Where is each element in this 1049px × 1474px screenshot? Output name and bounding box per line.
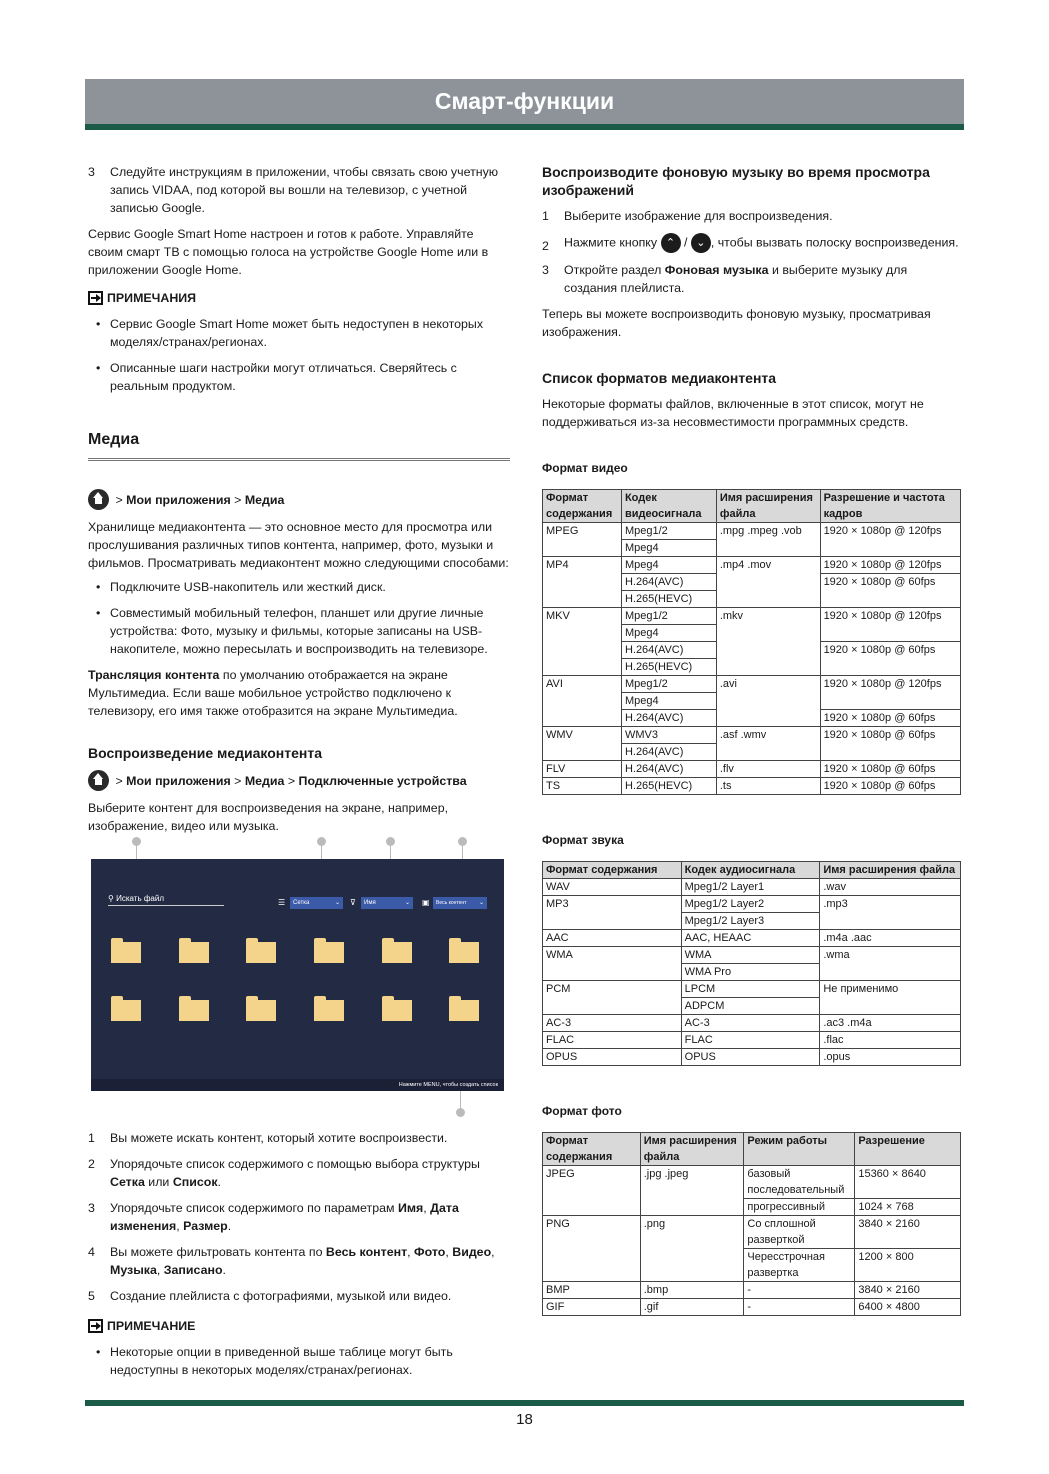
step-text: Создание плейлиста с фотографиями, музыкой или видео. [110, 1289, 452, 1303]
paragraph: Хранилище медиаконтента — это основное место для просмотра или прослушивания различных типов контента, например, фото, музыки и фильмов. Просматривать медиаконтент можно следующими способами: [88, 520, 509, 570]
audio-format-table [542, 861, 961, 1066]
table-cell: .png [640, 1216, 744, 1282]
list-icon: ☰ [278, 898, 286, 907]
down-arrow-icon: ⌄ [691, 233, 711, 253]
list-item [542, 207, 962, 225]
table-row [543, 1049, 961, 1066]
table-cell: WAV [543, 879, 682, 896]
image-icon: ▣ [422, 898, 430, 907]
table-row [543, 608, 961, 625]
list-item [88, 1199, 510, 1235]
bullet-icon: • [96, 580, 101, 594]
folder-icon[interactable] [179, 942, 209, 963]
table-cell: H.264(AVC) [621, 744, 716, 761]
paragraph: Теперь вы можете воспроизводить фоновую музыку, просматривая изображения. [542, 307, 931, 339]
table-cell: Чересстрочная развертка [744, 1249, 855, 1282]
note-text: Некоторые опции в приведенной выше таблице могут быть недоступны в некоторых моделях/странах/регионах. [110, 1345, 453, 1377]
page-number: 18 [516, 1411, 533, 1428]
table-cell: .ts [716, 778, 820, 795]
table-cell: .mp3 [820, 896, 961, 930]
table-row [543, 727, 961, 744]
filter-icon: ⊽ [350, 898, 356, 907]
note-heading [88, 1317, 510, 1335]
bullet-icon: • [96, 361, 101, 375]
hint-text: Нажмите MENU, чтобы создать список [398, 1082, 498, 1088]
table-header: Кодек видеосигнала [621, 490, 716, 523]
list-text: Подключите USB-накопитель или жесткий диск. [110, 580, 386, 594]
table-cell: 3840 × 2160 [855, 1216, 961, 1249]
bold-text: Весь контент [325, 1245, 408, 1259]
table-cell: 1920 × 1080p @ 120fps [820, 523, 960, 557]
step-number: 3 [88, 165, 95, 179]
table-cell: .jpg .jpeg [640, 1166, 744, 1216]
note-text: Сервис Google Smart Home может быть недоступен в некоторых моделях/странах/регионах. [110, 317, 484, 349]
table-cell: .avi [716, 676, 820, 727]
table-row [543, 1032, 961, 1049]
audio-format-title: Формат звука [542, 833, 624, 847]
table-cell: 3840 × 2160 [855, 1282, 961, 1299]
bold-text: Список [172, 1175, 218, 1189]
table-row [543, 761, 961, 778]
breadcrumb-separator: > [230, 773, 245, 788]
table-cell: JPEG [543, 1166, 641, 1216]
table-cell: AC-3 [543, 1015, 682, 1032]
table-cell: Mpeg4 [621, 625, 716, 642]
search-placeholder: Искать файл [116, 894, 165, 903]
step-number: 1 [88, 1131, 95, 1145]
folder-icon[interactable] [314, 1000, 344, 1021]
table-cell: ADPCM [681, 998, 820, 1015]
chevron-down-icon: ⌄ [478, 900, 484, 906]
table-cell: PCM [543, 981, 682, 1015]
callout-dot [132, 837, 141, 846]
list-item [88, 578, 510, 596]
breadcrumb-apps: Мои приложения [126, 492, 231, 507]
table-cell: 1920 × 1080p @ 60fps [820, 761, 960, 778]
folder-icon[interactable] [382, 1000, 412, 1021]
right-column [542, 163, 962, 1316]
table-cell: Со сплошной разверткой [744, 1216, 855, 1249]
step-number: 2 [88, 1157, 95, 1171]
table-cell: H.265(HEVC) [621, 659, 716, 676]
paragraph: Выберите контент для воспроизведения на экране, например, изображение, видео или музыка. [88, 801, 449, 833]
table-cell: .gif [640, 1299, 744, 1316]
layout-select[interactable] [290, 897, 343, 909]
table-row [543, 981, 961, 998]
home-icon [88, 770, 109, 791]
up-arrow-icon: ⌃ [661, 233, 681, 253]
step-text: Откройте раздел [564, 263, 665, 277]
list-item [88, 1343, 510, 1379]
table-cell: прогрессивный [744, 1199, 855, 1216]
content-filter-value: Весь контент [436, 900, 467, 906]
sort-value: Имя [364, 900, 376, 906]
breadcrumb [88, 489, 510, 510]
table-cell: MPEG [543, 523, 622, 557]
video-format-title: Формат видео [542, 461, 628, 475]
table-cell: 1024 × 768 [855, 1199, 961, 1216]
note-text: Описанные шаги настройки могут отличаться. Сверяйтесь с реальным продуктом. [110, 361, 457, 393]
table-cell: Mpeg1/2 Layer3 [681, 913, 820, 930]
callout-dot [458, 837, 467, 846]
hint-bar [91, 1079, 504, 1091]
table-header: Имя расширения файла [820, 862, 961, 879]
table-cell: .opus [820, 1049, 961, 1066]
table-cell: WMA Pro [681, 964, 820, 981]
table-cell: AC-3 [681, 1015, 820, 1032]
table-cell: MP4 [543, 557, 622, 608]
section-title-playback: Воспроизведение медиаконтента [88, 745, 323, 761]
table-cell: 1920 × 1080p @ 120fps [820, 557, 960, 574]
table-cell: MP3 [543, 896, 682, 930]
folder-icon[interactable] [111, 1000, 141, 1021]
content-filter-select[interactable] [433, 897, 487, 909]
step-text: , [491, 1245, 495, 1259]
list-item [88, 1243, 510, 1279]
bold-text: Видео [452, 1245, 492, 1259]
breadcrumb-media: Медиа [244, 773, 285, 788]
table-cell: .flac [820, 1032, 961, 1049]
bold-text: Дата изменения [110, 1201, 459, 1233]
table-header: Формат содержания [543, 490, 622, 523]
step-text: , [156, 1263, 164, 1277]
table-header: Разрешение и частота кадров [820, 490, 960, 523]
table-cell: OPUS [681, 1049, 820, 1066]
table-cell: 1920 × 1080p @ 120fps [820, 608, 960, 642]
table-cell: FLV [543, 761, 622, 778]
list-item [88, 359, 510, 395]
table-cell: Mpeg1/2 Layer2 [681, 896, 820, 913]
chevron-down-icon: ⌄ [404, 900, 410, 906]
table-row [543, 879, 961, 896]
table-cell: - [744, 1299, 855, 1316]
table-row [543, 523, 961, 540]
step-number: 3 [88, 1201, 95, 1215]
bullet-icon: • [96, 606, 101, 620]
table-row [543, 1282, 961, 1299]
table-row [543, 1299, 961, 1316]
table-cell: FLAC [681, 1032, 820, 1049]
table-cell: .mpg .mpeg .vob [716, 523, 820, 557]
step-text: Упорядочьте список содержимого с помощью выбора структуры [110, 1157, 480, 1171]
bullet-icon: • [96, 317, 101, 331]
list-item [88, 315, 510, 351]
folder-icon[interactable] [314, 942, 344, 963]
section-title-formats: Список форматов медиаконтента [542, 370, 777, 386]
layout-value: Сетка [293, 900, 310, 906]
table-header: Имя расширения файла [640, 1133, 744, 1166]
table-cell: AAC [543, 930, 682, 947]
breadcrumb-separator: > [284, 773, 299, 788]
photo-format-title: Формат фото [542, 1104, 622, 1118]
page-header [85, 79, 964, 124]
header-underline [85, 124, 964, 130]
table-cell: Mpeg1/2 Layer1 [681, 879, 820, 896]
table-cell: .wma [820, 947, 961, 981]
list-item [88, 163, 510, 217]
list-item [88, 1287, 510, 1305]
table-cell: Не применимо [820, 981, 961, 1015]
paragraph-text: по умолчанию отображается на экране Мультимедиа. Если ваше мобильное устройство подключено к телевизору, его имя также отобразится на экране Мультимедиа. [88, 668, 458, 718]
bold-text: Фоновая музыка [664, 263, 769, 277]
table-cell: FLAC [543, 1032, 682, 1049]
video-format-table [542, 489, 961, 795]
table-cell: Mpeg1/2 [621, 608, 716, 625]
folder-icon[interactable] [179, 1000, 209, 1021]
table-cell: Mpeg1/2 [621, 676, 716, 693]
breadcrumb-separator: > [230, 492, 245, 507]
table-cell: PNG [543, 1216, 641, 1282]
table-cell: 1920 × 1080p @ 120fps [820, 676, 960, 710]
table-header: Формат содержания [543, 862, 682, 879]
bold-text: Размер [183, 1219, 228, 1233]
table-cell: Mpeg4 [621, 693, 716, 710]
search-icon: ⚲ [108, 894, 114, 903]
chevron-down-icon: ⌄ [334, 900, 340, 906]
table-row [543, 1216, 961, 1249]
step-text: Выберите изображение для воспроизведения. [564, 209, 833, 223]
step-text: или [144, 1175, 173, 1189]
table-cell: Mpeg1/2 [621, 523, 716, 540]
step-text: . [222, 1263, 226, 1277]
bold-text: Записано [163, 1263, 223, 1277]
step-text: , [423, 1201, 431, 1215]
sort-select[interactable] [361, 897, 413, 909]
breadcrumb-media: Медиа [244, 492, 285, 507]
note-icon [88, 1319, 103, 1333]
paragraph [88, 666, 510, 720]
table-cell: GIF [543, 1299, 641, 1316]
media-screenshot [90, 837, 504, 1119]
callout-dot [317, 837, 326, 846]
table-cell: AVI [543, 676, 622, 727]
table-cell: H.264(AVC) [621, 642, 716, 659]
table-cell: H.264(AVC) [621, 761, 716, 778]
breadcrumb-apps: Мои приложения [126, 773, 231, 788]
table-cell: базовый последовательный [744, 1166, 855, 1199]
step-text: и выберите музыку для создания плейлиста. [564, 263, 908, 295]
paragraph: Некоторые форматы файлов, включенные в этот список, могут не поддерживаться из-за несовместимости программных средств. [542, 397, 924, 429]
list-text: Совместимый мобильный телефон, планшет или другие личные устройства: Фото, музыку и фильмы, которые записаны на USB-накопителе, можно пересылать и воспроизводить на телевизоре. [110, 606, 488, 656]
search-input[interactable] [108, 893, 224, 906]
table-cell: LPCM [681, 981, 820, 998]
step-text: , [176, 1219, 184, 1233]
bold-text: Имя [397, 1201, 424, 1215]
step-text: Вы можете искать контент, который хотите воспроизвести. [110, 1131, 448, 1145]
step-text: Следуйте инструкциям в приложении, чтобы связать свою учетную запись VIDAA, под которой вы вошли на телевизор, с учетной записью Google. [110, 165, 499, 215]
table-header: Имя расширения файла [716, 490, 820, 523]
table-cell: H.265(HEVC) [621, 778, 716, 795]
table-cell: 1920 × 1080p @ 60fps [820, 642, 960, 676]
notes-title: ПРИМЕЧАНИЯ [107, 291, 197, 305]
photo-format-table [542, 1132, 961, 1316]
step-text: , чтобы вызвать полоску воспроизведения. [710, 235, 959, 250]
table-cell: .flv [716, 761, 820, 778]
table-cell: Mpeg4 [621, 557, 716, 574]
step-text: Нажмите кнопку [564, 235, 661, 250]
table-cell: 15360 × 8640 [855, 1166, 961, 1199]
step-text: . [217, 1175, 221, 1189]
table-cell: MKV [543, 608, 622, 676]
table-cell: - [744, 1282, 855, 1299]
table-cell: 1920 × 1080p @ 60fps [820, 778, 960, 795]
bold-text: Сетка [110, 1175, 145, 1189]
table-header: Разрешение [855, 1133, 961, 1166]
table-cell: AAC, HEAAC [681, 930, 820, 947]
folder-icon[interactable] [382, 942, 412, 963]
step-number: 5 [88, 1289, 95, 1303]
table-cell: WMA [681, 947, 820, 964]
step-number: 1 [542, 209, 549, 223]
folder-icon[interactable] [246, 1000, 276, 1021]
step-number: 2 [542, 239, 549, 253]
step-text: Вы можете фильтровать контента по [110, 1245, 326, 1259]
table-header: Формат содержания [543, 1133, 641, 1166]
folder-icon[interactable] [246, 942, 276, 963]
step-number: 3 [542, 263, 549, 277]
table-cell: OPUS [543, 1049, 682, 1066]
callout-line [460, 1091, 461, 1109]
table-cell: WMA [543, 947, 682, 981]
table-cell: TS [543, 778, 622, 795]
table-cell: .wav [820, 879, 961, 896]
table-cell: WMV [543, 727, 622, 761]
folder-icon[interactable] [449, 1000, 479, 1021]
list-item [88, 1155, 510, 1191]
table-cell: .ac3 .m4a [820, 1015, 961, 1032]
table-row [543, 1015, 961, 1032]
step-text: , [407, 1245, 415, 1259]
table-cell: H.264(AVC) [621, 574, 716, 591]
table-cell: .m4a .aac [820, 930, 961, 947]
note-icon [88, 291, 103, 305]
tv-screen [91, 859, 504, 1091]
step-text: , [445, 1245, 453, 1259]
table-cell: .mkv [716, 608, 820, 676]
list-item [542, 233, 962, 253]
step-text: Упорядочьте список содержимого по параметрам [110, 1201, 398, 1215]
section-title-media: Медиа [88, 431, 510, 461]
table-cell: H.265(HEVC) [621, 591, 716, 608]
section-title-bg-music: Воспроизводите фоновую музыку во время просмотра изображений [542, 164, 930, 198]
table-header: Режим работы [744, 1133, 855, 1166]
bold-text: Фото [414, 1245, 446, 1259]
table-row [543, 676, 961, 693]
table-row [543, 557, 961, 574]
breadcrumb-separator: > [112, 773, 127, 788]
bullet-icon: • [96, 1345, 101, 1359]
table-cell: WMV3 [621, 727, 716, 744]
table-cell: H.264(AVC) [621, 710, 716, 727]
table-cell: 6400 × 4800 [855, 1299, 961, 1316]
table-cell: Mpeg4 [621, 540, 716, 557]
table-cell: 1920 × 1080p @ 60fps [820, 727, 960, 761]
bold-text: Музыка [110, 1263, 157, 1277]
left-column [88, 163, 510, 1387]
notes-heading [88, 289, 510, 307]
home-icon [88, 489, 109, 510]
list-item [542, 261, 962, 297]
breadcrumb-separator: > [112, 492, 127, 507]
table-row [543, 930, 961, 947]
step-text: / [680, 235, 691, 250]
table-cell: 1920 × 1080p @ 60fps [820, 574, 960, 608]
table-header: Кодек аудиосигнала [681, 862, 820, 879]
paragraph: Сервис Google Smart Home настроен и готов к работе. Управляйте своим смарт ТВ с помощью голоса на устройстве Google Home или в приложении Google Home. [88, 227, 489, 277]
callout-dot [456, 1108, 465, 1117]
header-title: Смарт-функции [434, 88, 615, 114]
table-row [543, 1166, 961, 1199]
table-row [543, 947, 961, 964]
bold-text: Трансляция контента [88, 668, 220, 682]
list-item [88, 604, 510, 658]
table-cell: .bmp [640, 1282, 744, 1299]
step-number: 4 [88, 1245, 95, 1259]
folder-icon[interactable] [111, 942, 141, 963]
list-item [88, 1129, 510, 1147]
folder-icon[interactable] [449, 942, 479, 963]
footer-bar [85, 1400, 964, 1406]
table-row [543, 896, 961, 913]
note-title: ПРИМЕЧАНИЕ [107, 1319, 196, 1333]
step-text: . [227, 1219, 232, 1233]
steps-list [88, 1129, 510, 1305]
table-cell: BMP [543, 1282, 641, 1299]
table-row [543, 778, 961, 795]
breadcrumb [88, 770, 510, 791]
table-cell: .asf .wmv [716, 727, 820, 761]
callout-dot [386, 837, 395, 846]
table-cell: 1200 × 800 [855, 1249, 961, 1282]
table-cell: .mp4 .mov [716, 557, 820, 608]
breadcrumb-devices: Подключенные устройства [298, 773, 467, 788]
table-cell: 1920 × 1080p @ 60fps [820, 710, 960, 727]
